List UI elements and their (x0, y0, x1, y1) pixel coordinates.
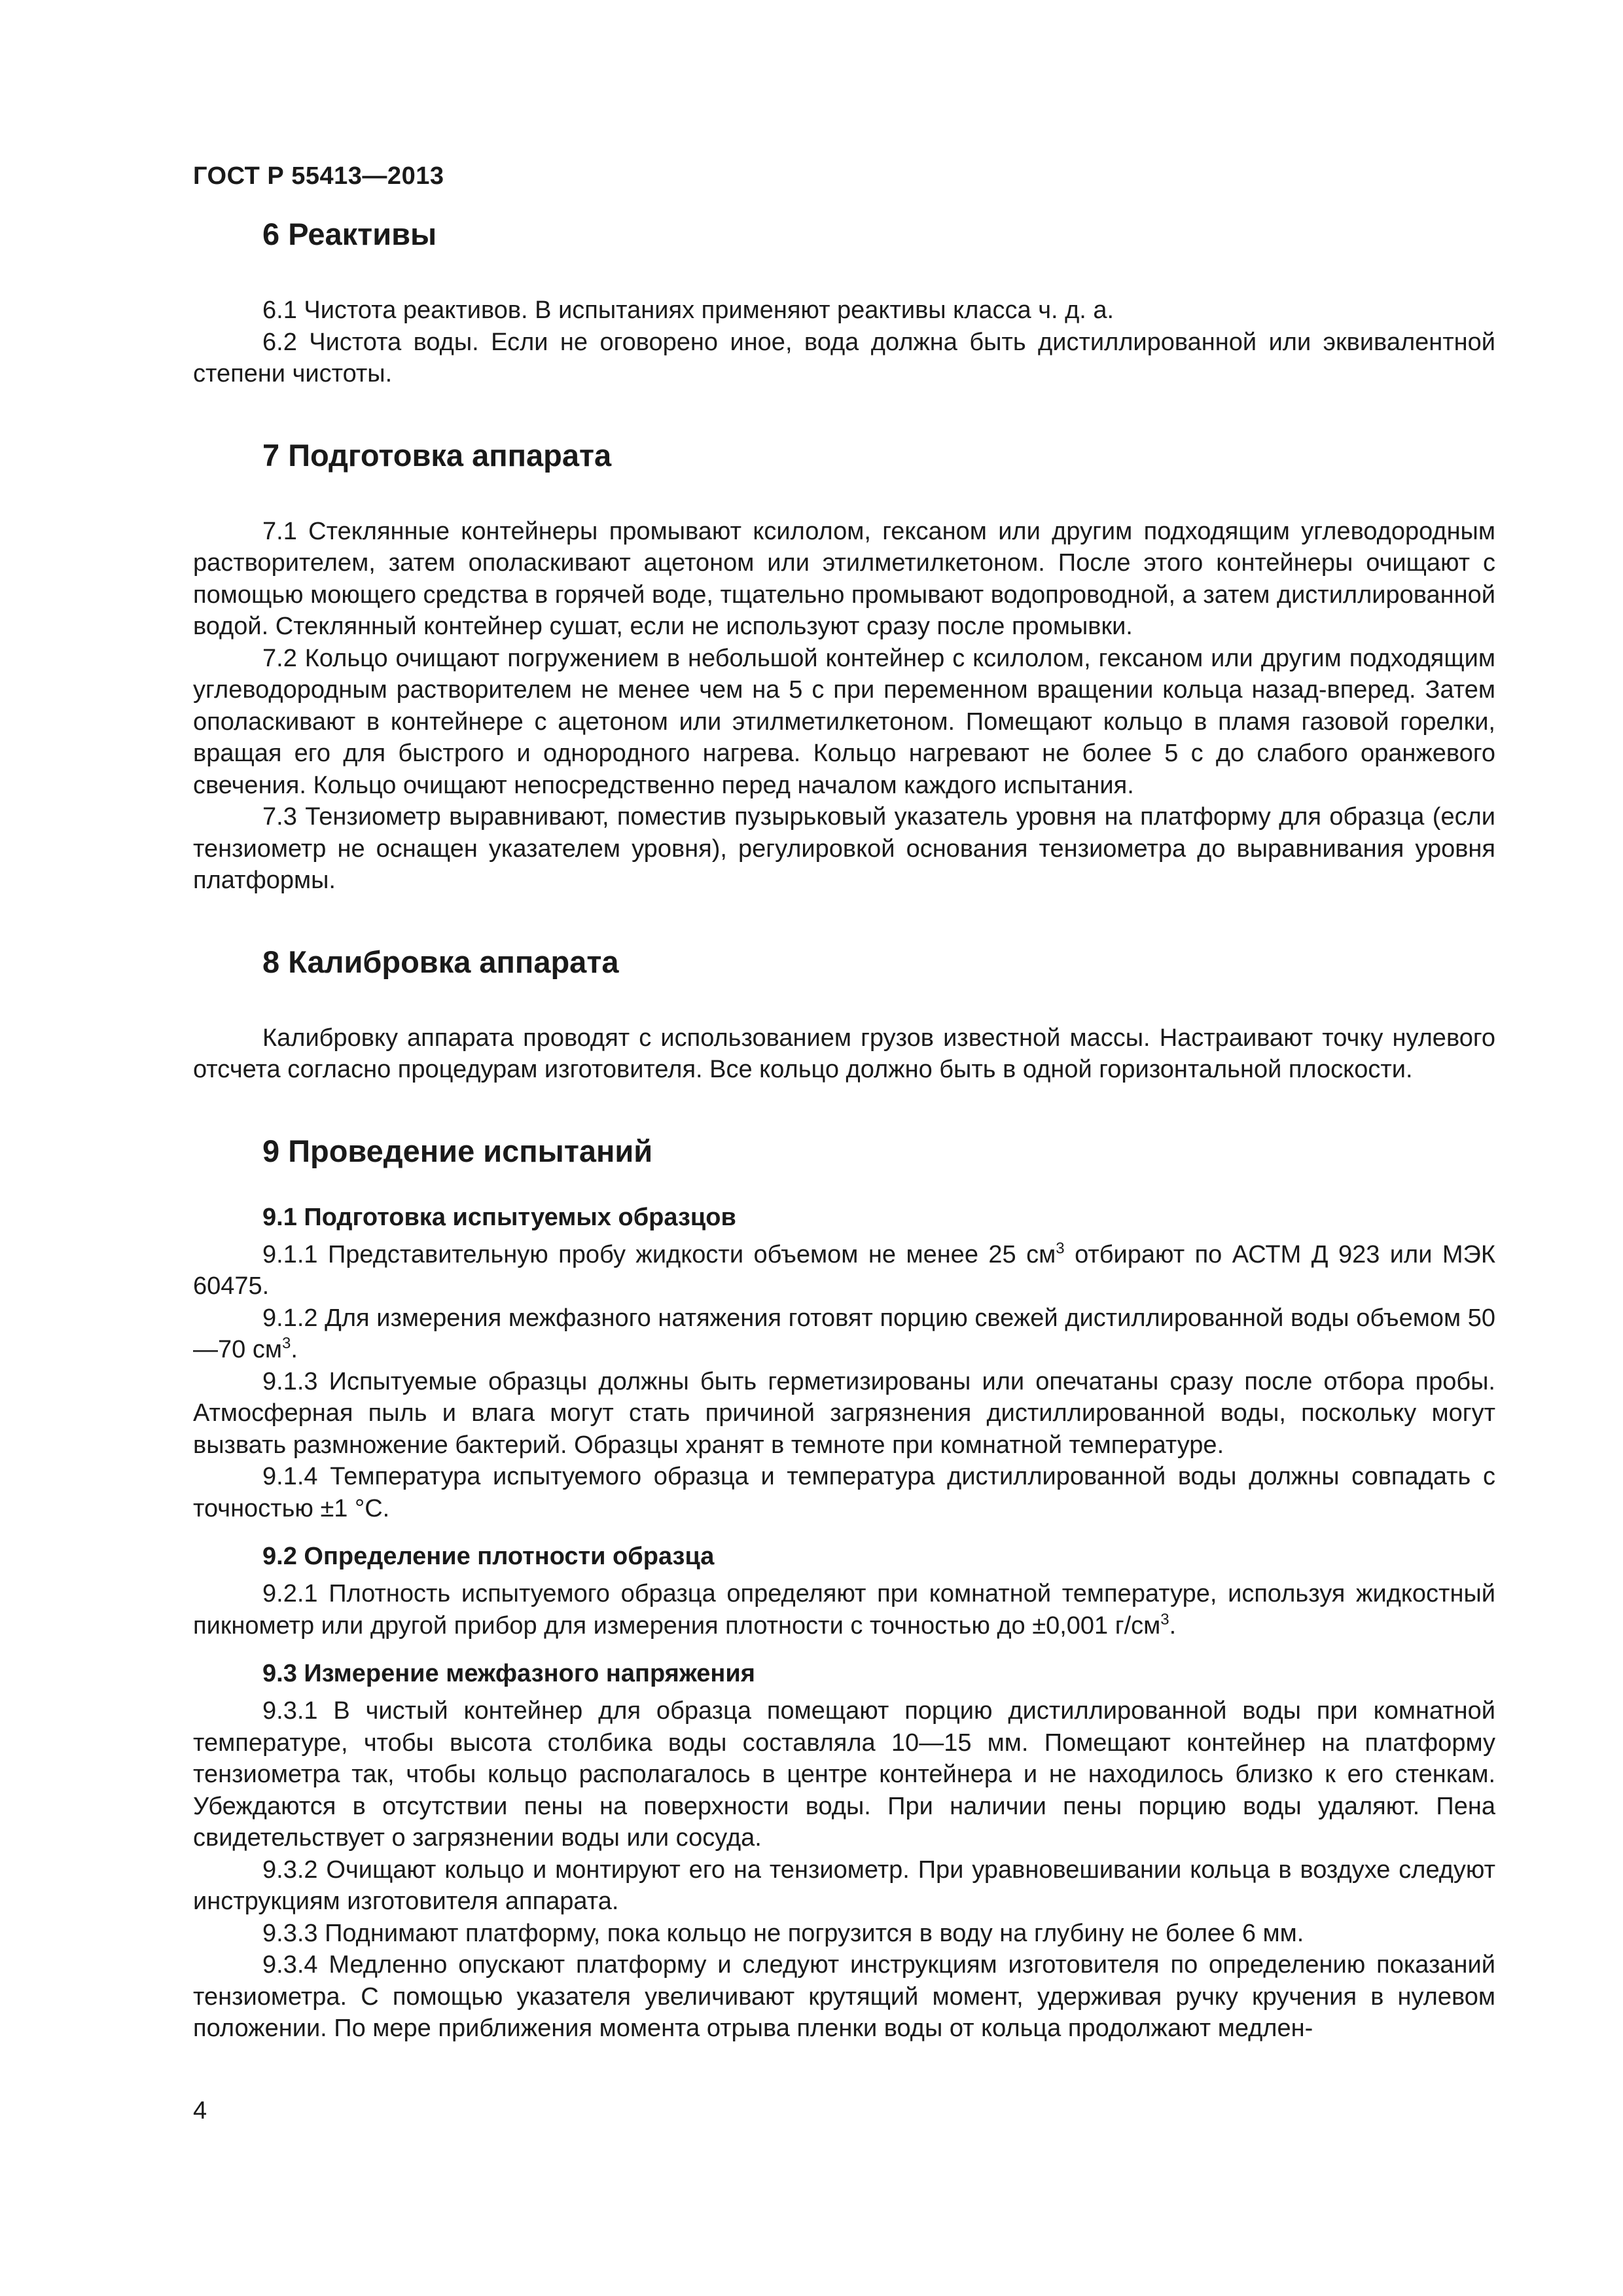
subsection-9-1-heading: 9.1 Подготовка испытуемых образцов (262, 1203, 736, 1231)
paragraph-9-1-1-tail: отбирают по АСТМ Д 923 или МЭК 60475. (193, 1240, 1495, 1300)
paragraph-7-1: 7.1 Стеклянные контейнеры промывают ксилолом, гексаном или другим подходящим углеводородным растворителем, затем ополаскивают ацетоном или этилметилкетоном. После этого контейнеры очищают с помощью моющего средства в горячей воде, тщательно промывают водопроводной, а затем дистиллированной водой. Стеклянный контейнер сушат, если не используют сразу после промывки. (193, 517, 1495, 640)
paragraph-6-2: 6.2 Чистота воды. Если не оговорено иное, вода должна быть дистиллированной или эквивалентной степени чистоты. (193, 328, 1495, 387)
section-6-heading: 6 Реактивы (262, 217, 437, 251)
subsection-9-3-heading: 9.3 Измерение межфазного напряжения (262, 1660, 755, 1687)
superscript-cube: 3 (281, 1335, 291, 1352)
paragraph-9-2-1-text: 9.2.1 Плотность испытуемого образца определяют при комнатной температуре, используя жидкостный пикнометр или другой прибор для измерения плотности с точностью до ±0,001 г/см (193, 1580, 1495, 1640)
paragraph-9-3-2: 9.3.2 Очищают кольцо и монтируют его на тензиометр. При уравновешивании кольца в воздухе следуют инструкциям изготовителя аппарата. (193, 1856, 1495, 1915)
page-number: 4 (193, 2097, 207, 2125)
paragraph-7-3: 7.3 Тензиометр выравнивают, поместив пузырьковый указатель уровня на платформу для образца (если тензиометр не оснащен указателем уровня), регулировкой основания тензиометра до выравнивания уровня платформы. (193, 803, 1495, 894)
paragraph-9-2-1-tail: . (1169, 1611, 1177, 1640)
subsection-9-2-heading: 9.2 Определение плотности образца (262, 1543, 715, 1570)
paragraph-9-1-2-text: 9.1.2 Для измерения межфазного натяжения готовят порцию свежей дистиллированной воды объемом 50—70 см (193, 1304, 1495, 1363)
section-9-heading: 9 Проведение испытаний (262, 1133, 653, 1168)
paragraph-9-1-4: 9.1.4 Температура испытуемого образца и температура дистиллированной воды должны совпадать с точностью ±1 °С. (193, 1463, 1495, 1522)
paragraph-9-1-2 (193, 1302, 1495, 1366)
paragraph-9-2-1 (193, 1578, 1495, 1641)
superscript-cube: 3 (1056, 1239, 1065, 1257)
paragraph-9-1-2-tail: . (291, 1336, 298, 1363)
page-content (193, 216, 1495, 2045)
paragraph-9-1-3: 9.1.3 Испытуемые образцы должны быть герметизированы или опечатаны сразу после отбора пробы. Атмосферная пыль и влага могут стать причиной загрязнения дистиллированной воды, поскольку могут вызвать размножение бактерий. Образцы хранят в темноте при комнатной температуре. (193, 1367, 1495, 1459)
section-8-heading: 8 Калибровка аппарата (262, 944, 619, 979)
paragraph-9-3-3: 9.3.3 Поднимают платформу, пока кольцо не погрузится в воду на глубину не более 6 мм. (262, 1919, 1304, 1947)
paragraph-8: Калибровку аппарата проводят с использованием грузов известной массы. Настраивают точку нулевого отсчета согласно процедурам изготовителя. Все кольцо должно быть в одной горизонтальной плоскости. (193, 1024, 1495, 1083)
document-code-header: ГОСТ Р 55413—2013 (193, 162, 444, 190)
paragraph-9-1-1-text: 9.1.1 Представительную пробу жидкости объемом не менее 25 см (262, 1240, 1056, 1268)
section-7-heading: 7 Подготовка аппарата (262, 437, 612, 473)
paragraph-7-2: 7.2 Кольцо очищают погружением в небольшой контейнер с ксилолом, гексаном или другим подходящим углеводородным растворителем не менее чем на 5 с при переменном вращении кольца назад-вперед. Затем ополаскивают в контейнере с ацетоном или этилметилкетоном. Помещают кольцо в пламя газовой горелки, вращая его для быстрого и однородного нагрева. Кольцо нагревают не более 5 с до слабого оранжевого свечения. Кольцо очищают непосредственно перед началом каждого испытания. (193, 644, 1495, 799)
paragraph-9-3-4: 9.3.4 Медленно опускают платформу и следуют инструкциям изготовителя по определению показаний тензиометра. С помощью указателя увеличивают крутящий момент, удерживая ручку кручения в нулевом положении. По мере приближения момента отрыва пленки воды от кольца продолжают медлен- (193, 1951, 1495, 2042)
paragraph-6-1: 6.1 Чистота реактивов. В испытаниях применяют реактивы класса ч. д. а. (262, 296, 1115, 324)
superscript-cube: 3 (1160, 1610, 1169, 1628)
paragraph-9-1-1 (193, 1239, 1495, 1302)
paragraph-9-3-1: 9.3.1 В чистый контейнер для образца помещают порцию дистиллированной воды при комнатной температуре, чтобы высота столбика воды составляла 10—15 мм. Помещают контейнер на платформу тензиометра так, чтобы кольцо располагалось в центре контейнера и не находилось близко к его стенкам. Убеждаются в отсутствии пены на поверхности воды. При наличии пены порцию воды удаляют. Пена свидетельствует о загрязнении воды или сосуда. (193, 1697, 1495, 1852)
